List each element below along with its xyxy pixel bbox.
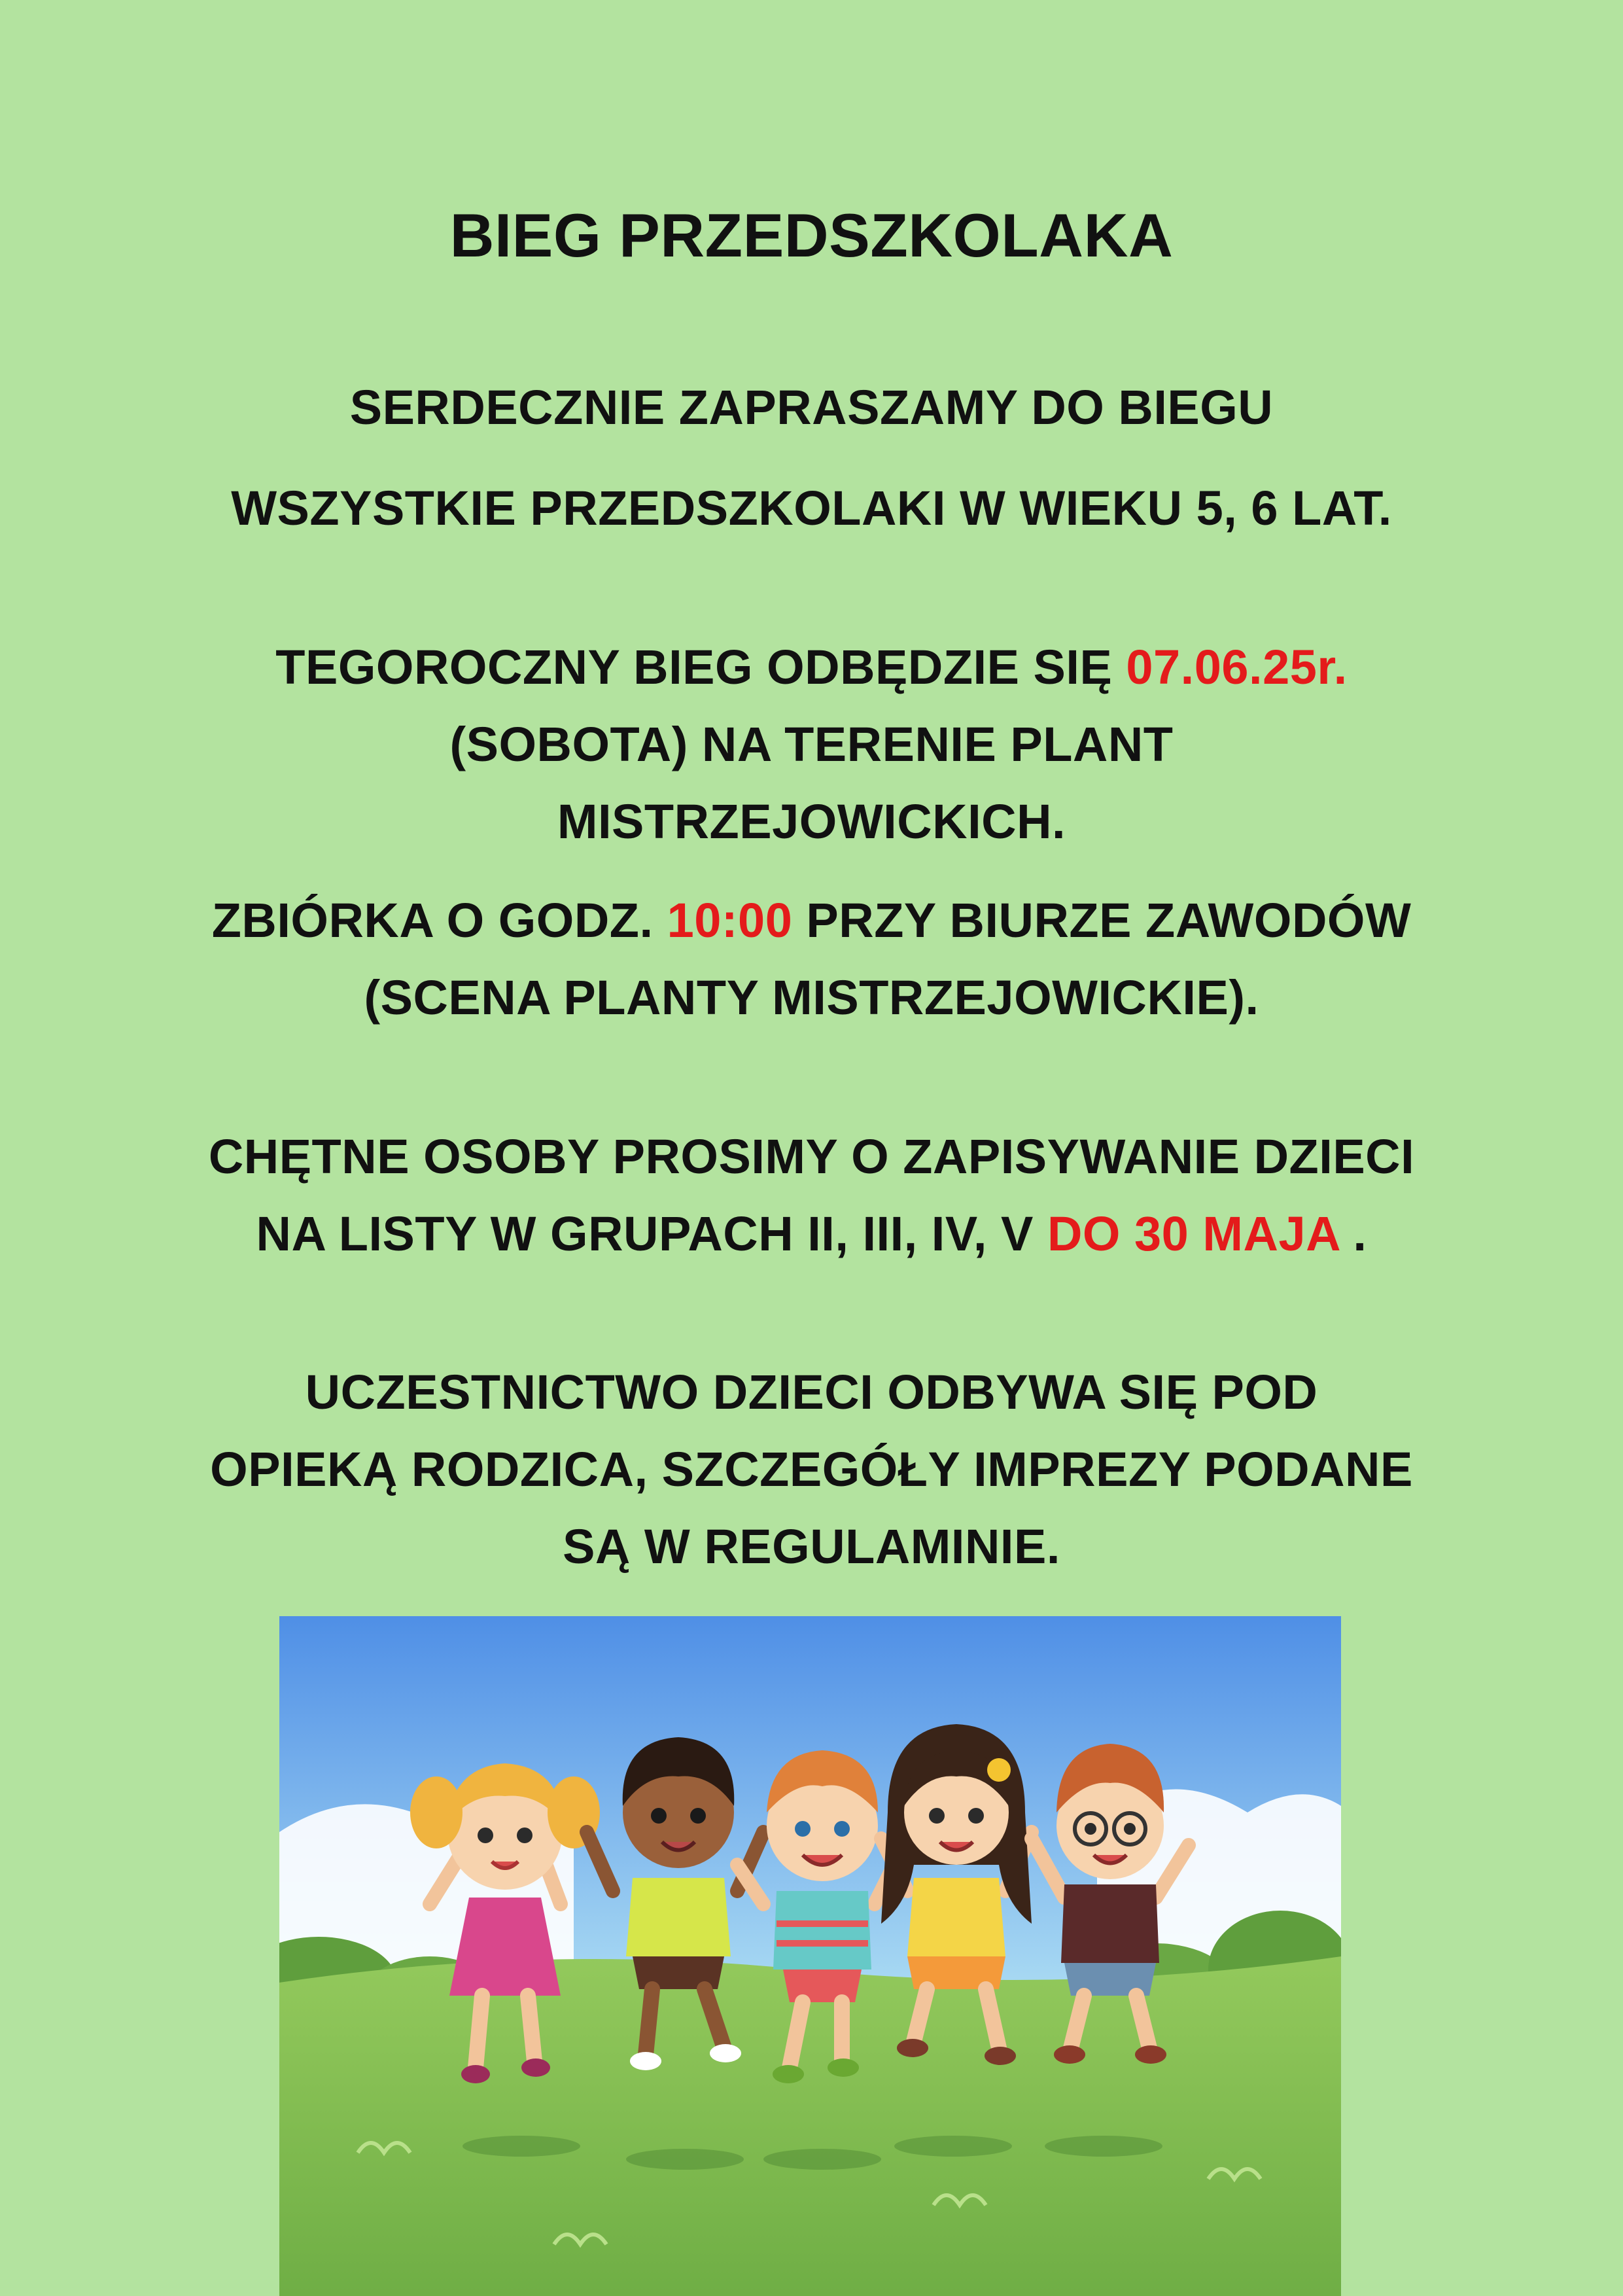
jumping-children-illustration xyxy=(279,1616,1341,2296)
signup-line-1: CHĘTNE OSOBY PROSIMY O ZAPISYWANIE DZIECI xyxy=(208,1129,1415,1184)
meeting-suffix: PRZY BIURZE ZAWODÓW xyxy=(792,893,1412,947)
date-line-2: (SOBOTA) NA TERENIE PLANT xyxy=(449,717,1174,771)
signup-prefix: NA LISTY W GRUPACH II, III, IV, V xyxy=(256,1207,1047,1261)
meeting-line-1 xyxy=(0,888,1623,953)
participation-line-1: UCZESTNICTWO DZIECI ODBYWA SIĘ POD xyxy=(305,1365,1318,1419)
page-title: BIEG PRZEDSZKOLAKA xyxy=(449,201,1174,270)
date-line-1 xyxy=(0,635,1623,700)
meeting-line-2: (SCENA PLANTY MISTRZEJOWICKIE). xyxy=(364,970,1259,1025)
meeting-time: 10:00 xyxy=(667,893,793,947)
invite-line-1: SERDECZNIE ZAPRASZAMY DO BIEGU xyxy=(349,380,1274,434)
grass-ground xyxy=(279,1956,1341,2296)
meeting-prefix: ZBIÓRKA O GODZ. xyxy=(211,893,667,947)
event-date: 07.06.25r. xyxy=(1126,640,1348,694)
signup-line-2 xyxy=(0,1201,1623,1267)
signup-suffix: . xyxy=(1339,1207,1367,1261)
participation-line-2: OPIEKĄ RODZICA, SZCZEGÓŁY IMPREZY PODANE xyxy=(210,1442,1413,1496)
participation-line-3: SĄ W REGULAMINIE. xyxy=(563,1519,1060,1574)
date-line-3: MISTRZEJOWICKICH. xyxy=(557,794,1066,849)
invite-line-2: WSZYSTKIE PRZEDSZKOLAKI W WIEKU 5, 6 LAT. xyxy=(231,481,1392,535)
date-prefix: TEGOROCZNY BIEG ODBĘDZIE SIĘ xyxy=(275,640,1126,694)
signup-deadline: DO 30 MAJA xyxy=(1047,1207,1340,1261)
